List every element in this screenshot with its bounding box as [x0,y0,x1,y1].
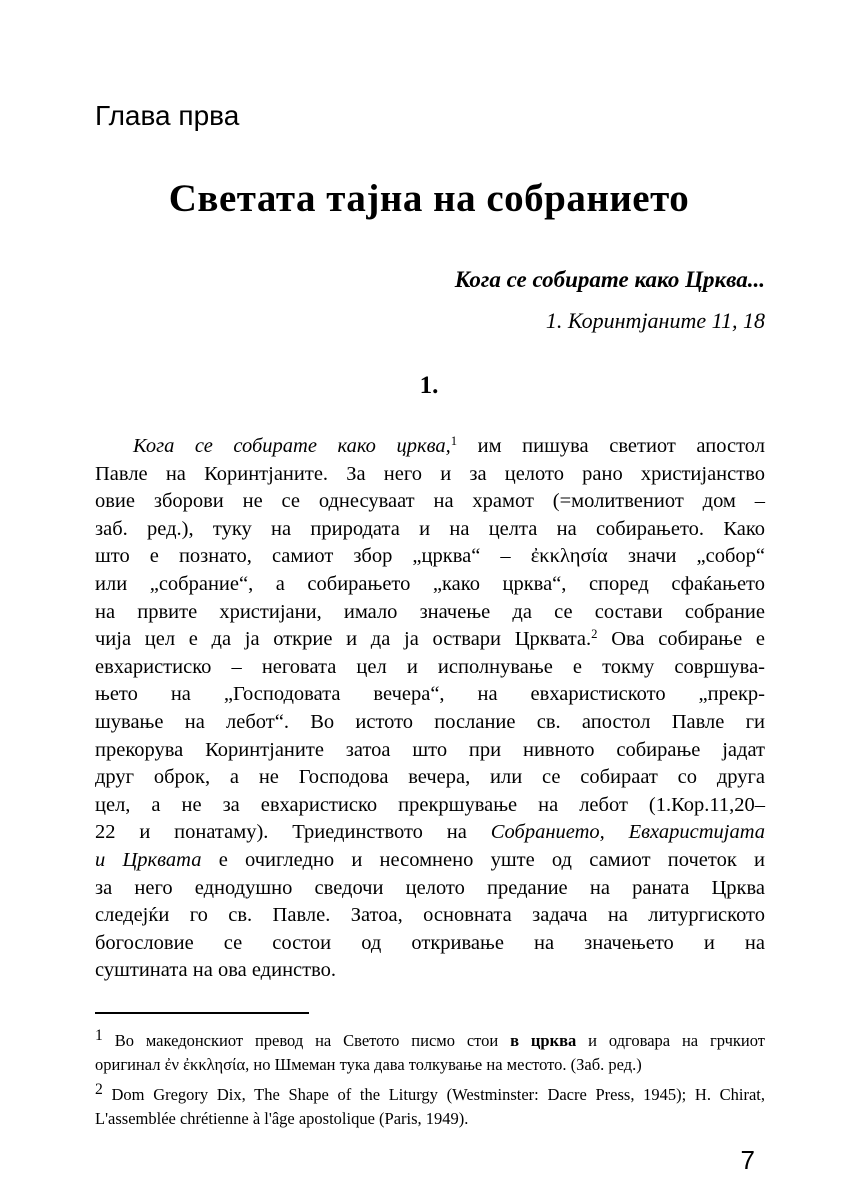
body-line [95,599,765,627]
footnote-line [95,1107,765,1131]
text-segment: овие зборови не се однесуваат на храмот (=молитвениот дом – [95,490,765,513]
body-line [95,930,765,958]
body-line [95,902,765,930]
body-line [95,847,765,875]
body-line [95,792,765,820]
text-segment: прекорува Коринтјаните затоа што при нивното собирање јадат [95,738,765,761]
text-segment: чија цел е да ја открие и да ја оствари Црквата. [95,628,592,651]
footnote-ref: 2 [591,627,598,642]
text-segment: друг оброк, а не Господова вечера, или се собираат со друга [95,766,765,789]
body-line [95,709,765,737]
footnote [95,1029,765,1076]
text-segment: за него еднодушно сведочи целото предание на раната Црква [95,876,765,899]
epigraph-source: 1. Коринтјаните 11, 18 [545,308,765,333]
footnote-marker: 2 [95,1081,103,1098]
text-segment: Dom Gregory Dix, The Shape of the Liturgy (Westminster: Dacre Press, 1945); H. Chirat, [102,1085,765,1104]
text-segment: и одговара на грчкиот [576,1031,765,1050]
body-line [95,433,765,461]
chapter-label: Глава прва [95,100,240,131]
body-line [95,516,765,544]
text-segment: што е познато, самиот збор „црква“ – ἐκκλησία значи „собор“ [95,545,765,568]
body-line [95,488,765,516]
body-line [95,819,765,847]
text-segment: шување на лебот“. Во истото послание св. апостол Павле ги [95,710,765,733]
epigraph-quote: Кога се собирате како Црква... [454,267,765,292]
text-segment: њето на „Господовата вечера“, на евхаристиското „прекр- [95,683,765,706]
bold-text: в црква [510,1031,577,1050]
text-segment: заб. ред.), туку на природата и на целта на собирањето. Како [95,517,765,540]
page-number: 7 [740,1145,755,1175]
body-line [95,681,765,709]
text-segment: следејќи го св. Павле. Затоа, основната задача на литургиското [95,904,765,927]
text-segment: или „собрание“, а собирањето „како црква“, според сфаќањето [95,572,765,595]
footnote-line [95,1029,765,1053]
footnotes-section [95,1029,765,1137]
body-line [95,764,765,792]
epigraph [455,266,765,334]
footnote-ref: 1 [450,434,458,448]
text-segment: Ова собирање е [597,628,766,651]
footnote-line [95,1083,765,1107]
body-line [95,461,765,489]
text-segment: Павле на Коринтјаните. За него и за целото рано христијанство [95,462,765,485]
footnote [95,1083,765,1130]
text-segment: цел, а не за евхаристиско прекршување на лебот (1.Кор.11,20– [95,793,765,816]
italic-text: и Црквата [95,848,202,871]
footnote-divider [95,1012,309,1014]
text-segment: евхаристиско – неговата цел и исполнување е токму совршува- [95,655,765,678]
text-segment: е очигледно и несомнено уште од самиот почеток и [201,848,765,871]
text-segment: богословие се состои од откривање на значењето и на [95,931,765,954]
text-segment: суштината на ова единство. [95,959,337,982]
body-line [95,737,765,765]
italic-text: Кога се собирате како црква, [133,435,451,457]
text-segment: L'assemblée chrétienne à l'âge apostolique (Paris, 1949). [95,1108,469,1128]
text-segment: им пишува светиот апостол [457,435,765,457]
text-segment: 22 и понатаму). Триединството на [95,821,491,844]
body-line [95,654,765,682]
body-paragraph [95,433,765,985]
text-segment: Во македонскиот превод на Светото писмо стои [102,1031,511,1050]
footnote-line [95,1053,765,1077]
page-title: Светата тајна на собранието [168,177,690,220]
body-line [95,626,765,654]
text-segment: на првите христијани, имало значење да се состави собрание [95,600,765,623]
footnote-marker: 1 [95,1027,103,1044]
body-line [95,957,765,985]
section-number: 1. [419,372,439,399]
body-line [95,875,765,903]
body-line [95,571,765,599]
body-line [95,543,765,571]
italic-text: Собранието, Евхаристијата [490,821,766,844]
text-segment: оригинал ἐν ἐκκλησία, но Шмеман тука дава толкување на местото. (Заб. ред.) [95,1054,642,1074]
